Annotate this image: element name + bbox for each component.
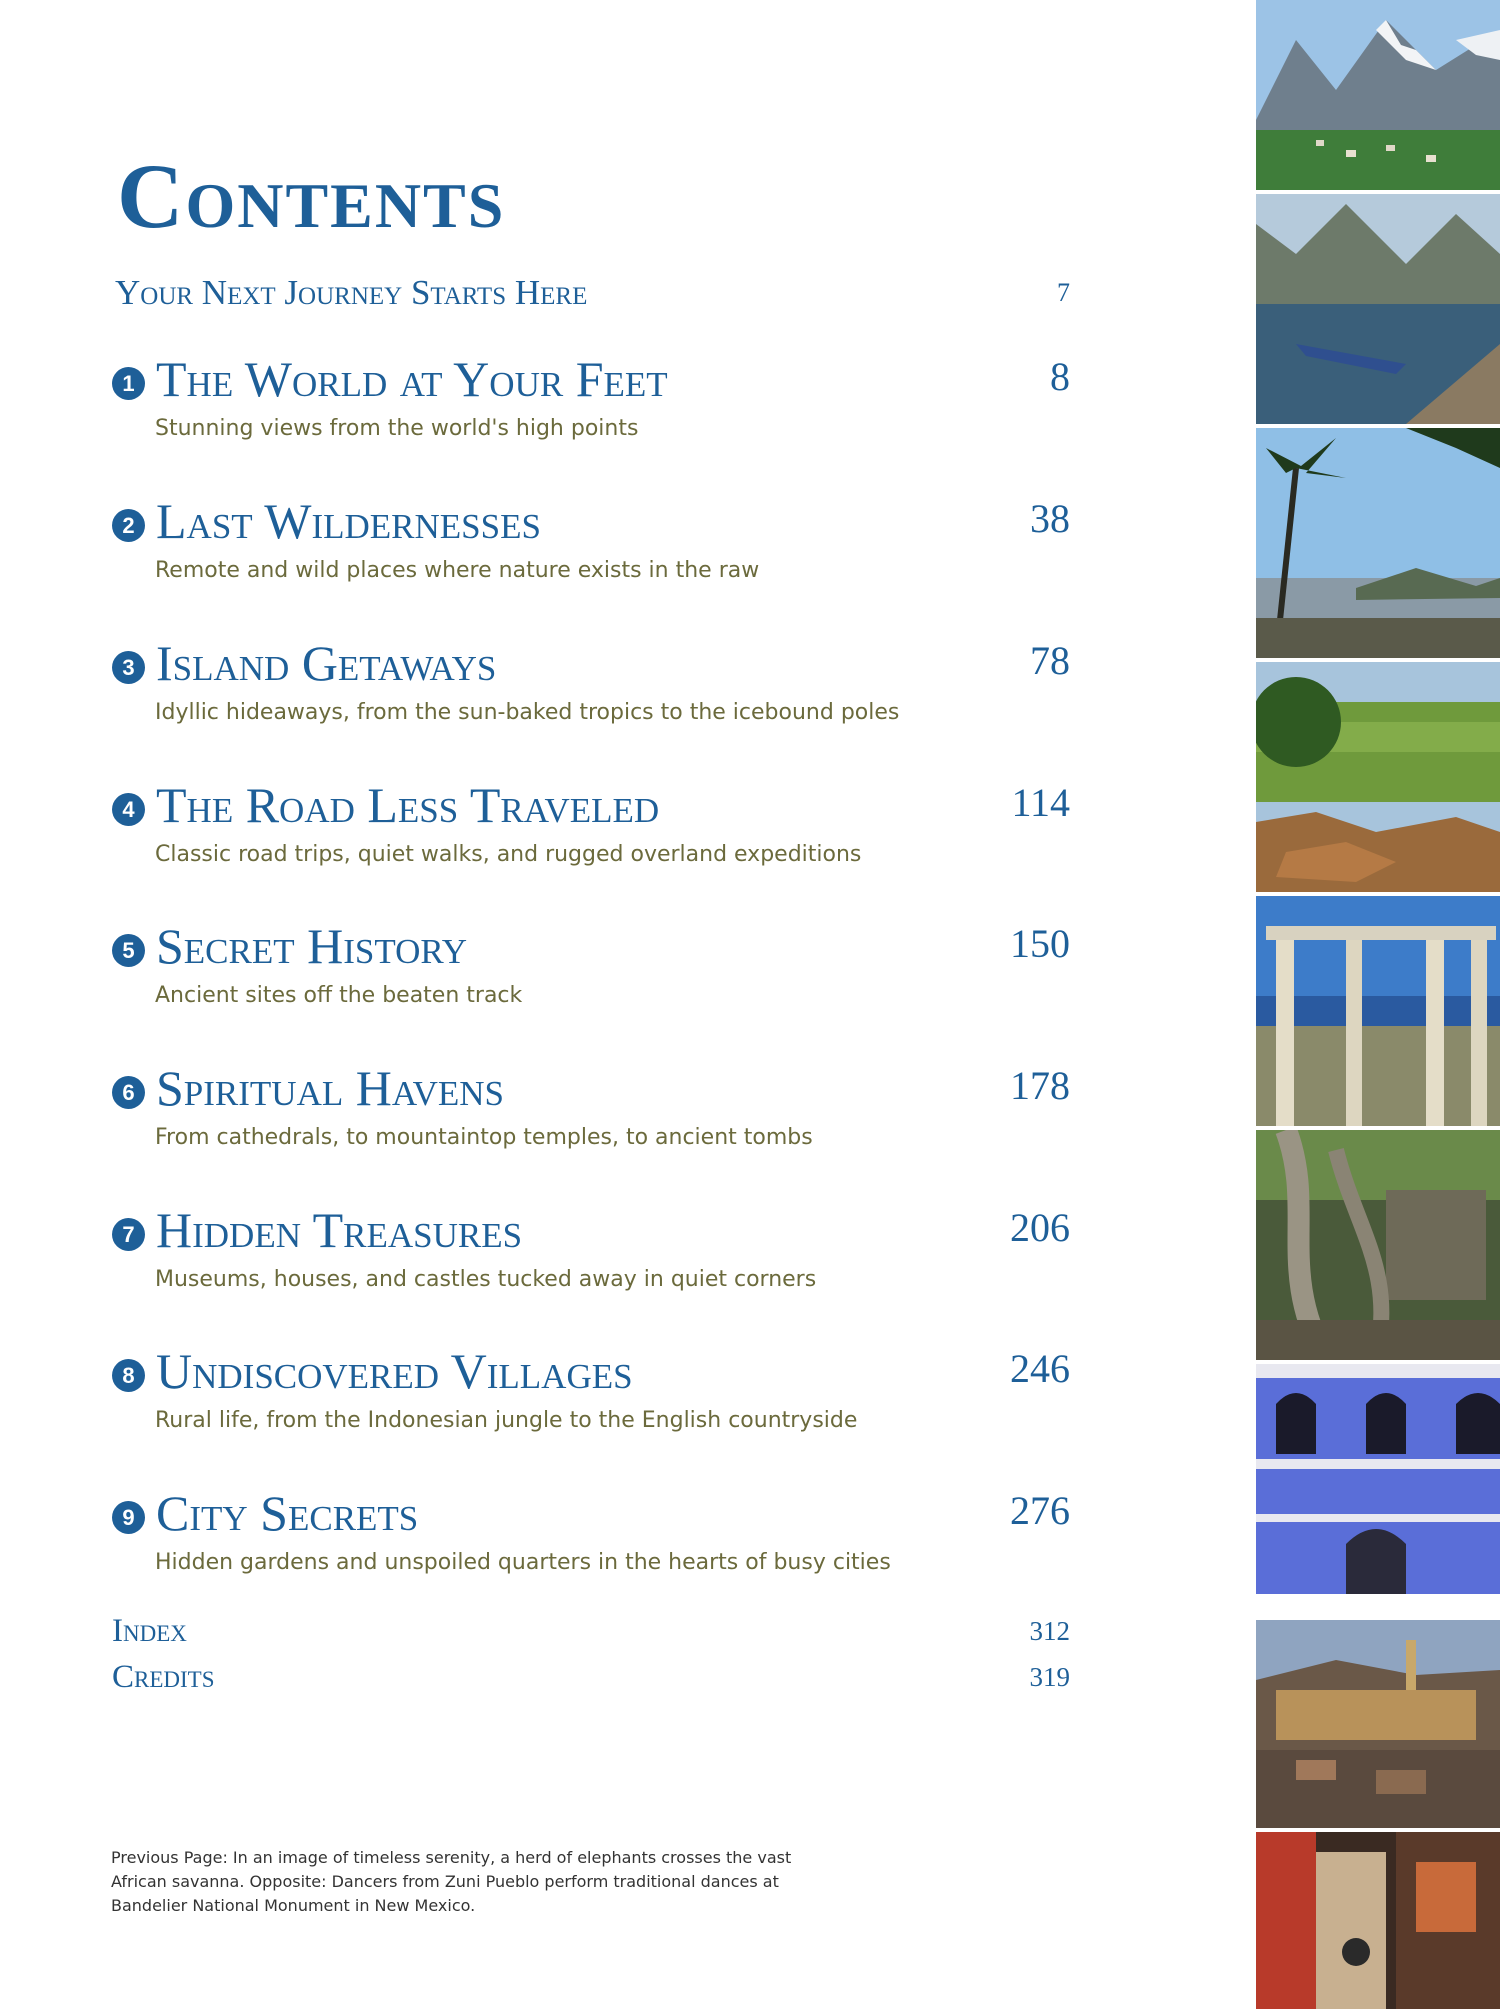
toc-chapter-7[interactable] bbox=[112, 1197, 1070, 1307]
photo-hilltop-village-dusk bbox=[1256, 1620, 1500, 1828]
toc-entry-intro[interactable] bbox=[115, 268, 1070, 318]
toc-entry-credits[interactable] bbox=[112, 1654, 1070, 1700]
toc-page-number: 319 bbox=[1029, 1661, 1070, 1692]
chapter-page-number: 246 bbox=[1010, 1346, 1070, 1391]
chapter-title: City Secrets bbox=[156, 1485, 419, 1541]
chapter-number-badge: 4 bbox=[112, 793, 145, 826]
photo-ancient-columns bbox=[1256, 896, 1500, 1126]
chapter-subtitle: From cathedrals, to mountaintop temples, to ancient tombs bbox=[155, 1125, 813, 1150]
chapter-title: The World at Your Feet bbox=[156, 351, 668, 407]
toc-chapter-6[interactable] bbox=[112, 1055, 1070, 1165]
chapter-subtitle: Hidden gardens and unspoiled quarters in the hearts of busy cities bbox=[155, 1550, 891, 1575]
chapter-title: Spiritual Havens bbox=[156, 1060, 505, 1116]
photo-caption: Previous Page: In an image of timeless serenity, a herd of elephants crosses the vast African savanna. Opposite: Dancers from Zuni Pueblo perform traditional dances at Bandelier National Monument in New Mexico. bbox=[111, 1848, 792, 1915]
chapter-title: The Road Less Traveled bbox=[156, 777, 660, 833]
toc-entry-label: Index bbox=[112, 1612, 187, 1649]
toc-page-number: 312 bbox=[1029, 1615, 1070, 1646]
photo-jungle-temple-roots bbox=[1256, 1130, 1500, 1360]
chapter-number-badge: 1 bbox=[112, 367, 145, 400]
chapter-title: Hidden Treasures bbox=[156, 1202, 523, 1258]
chapter-subtitle: Idyllic hideaways, from the sun-baked tropics to the icebound poles bbox=[155, 700, 900, 725]
chapter-page-number: 150 bbox=[1010, 921, 1070, 966]
chapter-title: Secret History bbox=[156, 918, 468, 974]
photo-blue-colonial-building bbox=[1256, 1364, 1500, 1594]
chapter-number-badge: 8 bbox=[112, 1359, 145, 1392]
toc-chapter-2[interactable] bbox=[112, 488, 1070, 598]
photo-tropical-beach-palms bbox=[1256, 428, 1500, 658]
chapter-page-number: 206 bbox=[1010, 1205, 1070, 1250]
chapter-subtitle: Rural life, from the Indonesian jungle to the English countryside bbox=[155, 1408, 858, 1433]
chapter-subtitle: Ancient sites off the beaten track bbox=[155, 983, 523, 1008]
chapter-title: Last Wildernesses bbox=[156, 493, 541, 549]
chapter-subtitle: Classic road trips, quiet walks, and rugged overland expeditions bbox=[155, 842, 862, 867]
photo-mountain-lake-canoe bbox=[1256, 194, 1500, 424]
chapter-subtitle: Stunning views from the world's high points bbox=[155, 416, 639, 441]
chapter-page-number: 38 bbox=[1030, 496, 1070, 541]
page-title: Contents bbox=[117, 144, 506, 247]
chapter-number-badge: 6 bbox=[112, 1076, 145, 1109]
toc-entry-label: Credits bbox=[112, 1658, 215, 1695]
toc-chapter-9[interactable] bbox=[112, 1480, 1070, 1590]
chapter-page-number: 178 bbox=[1010, 1063, 1070, 1108]
toc-chapter-8[interactable] bbox=[112, 1338, 1070, 1448]
photo-alpine-village bbox=[1256, 0, 1500, 190]
photo-savanna-overlook bbox=[1256, 662, 1500, 892]
chapter-number-badge: 7 bbox=[112, 1218, 145, 1251]
chapter-number-badge: 3 bbox=[112, 651, 145, 684]
chapter-page-number: 8 bbox=[1050, 354, 1070, 399]
photo-market-street bbox=[1256, 1832, 1500, 2009]
toc-chapter-5[interactable] bbox=[112, 913, 1070, 1023]
toc-entry-label: Your Next Journey Starts Here bbox=[115, 273, 588, 312]
toc-chapter-1[interactable] bbox=[112, 346, 1070, 456]
chapter-subtitle: Remote and wild places where nature exists in the raw bbox=[155, 558, 760, 583]
toc-page-number: 7 bbox=[1057, 278, 1070, 307]
chapter-number-badge: 2 bbox=[112, 509, 145, 542]
toc-chapter-3[interactable] bbox=[112, 630, 1070, 740]
toc-entry-index[interactable] bbox=[112, 1608, 1070, 1654]
chapter-page-number: 114 bbox=[1011, 780, 1070, 825]
chapter-subtitle: Museums, houses, and castles tucked away in quiet corners bbox=[155, 1267, 817, 1292]
chapter-page-number: 276 bbox=[1010, 1488, 1070, 1533]
chapter-page-number: 78 bbox=[1030, 638, 1070, 683]
chapter-title: Undiscovered Villages bbox=[156, 1343, 633, 1399]
chapter-title: Island Getaways bbox=[156, 635, 497, 691]
toc-chapter-4[interactable] bbox=[112, 772, 1070, 882]
chapter-number-badge: 5 bbox=[112, 934, 145, 967]
chapter-number-badge: 9 bbox=[112, 1501, 145, 1534]
photo-strip bbox=[1256, 0, 1500, 2009]
